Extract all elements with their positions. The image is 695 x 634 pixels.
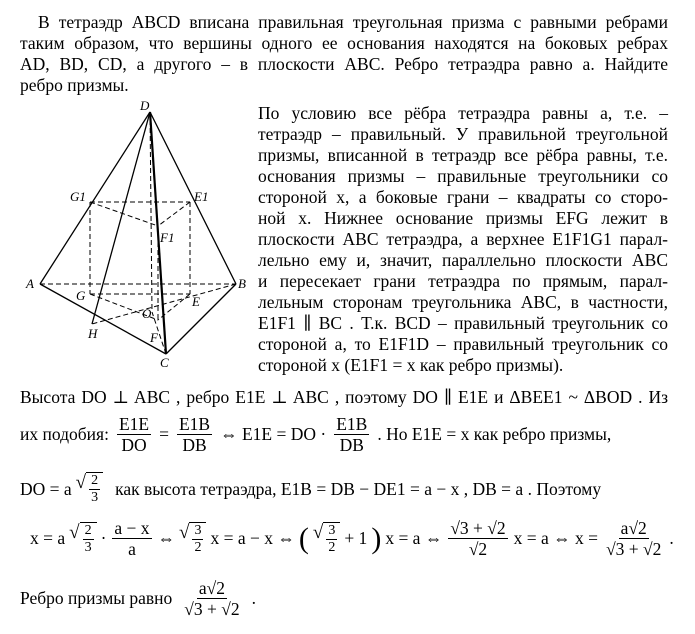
label-O: O <box>142 306 152 321</box>
label-C: C <box>160 355 169 368</box>
label-F1: F1 <box>160 230 175 245</box>
do-line <box>20 472 601 506</box>
similarity-prefix: их подобия: <box>20 424 109 444</box>
answer-line: Ребро призмы равно $\frac{a√2}{√3 + √2}$ . <box>20 578 257 619</box>
sqrt-2-3: √ $\frac{2}{3}$ <box>76 472 103 506</box>
solution-line: стороной x (E1F1 = x как ребро призмы). <box>258 355 564 375</box>
do-rest: как высота тетраэдра, E1B = DB − DE1 = a − x , DB = a . Поэтому <box>115 478 602 499</box>
solution-line: призмы, вписанной в тетраэдр все рёбра равны, т.е. <box>258 145 668 165</box>
do-lhs: DO = a <box>20 478 72 499</box>
edge-DH <box>92 112 150 324</box>
problem-line-2: таким образом, что вершины одного ее основания находятся на боковых ребрах <box>20 33 668 53</box>
solution-line: и пересекает грани тетраэдра по прямым, парал- <box>258 271 668 291</box>
sqrt-3-2: √ $\frac{3}{2}$ <box>179 522 206 556</box>
similarity-mid: ⇔ E1E = DO · <box>220 424 327 444</box>
solution-line: тетраэдр – правильный. У правильной треугольной <box>258 124 668 144</box>
prism-E1F1 <box>158 202 190 226</box>
solution-line: стороной x, а боковые грани – квадраты со сторо- <box>258 187 668 207</box>
label-D: D <box>140 98 150 113</box>
solution-line: основания призмы – правильные треугольники со <box>258 166 668 186</box>
answer-prefix: Ребро призмы равно <box>20 588 173 608</box>
tetrahedron-figure <box>24 98 254 368</box>
label-H: H <box>88 326 98 341</box>
solution-line: лельным сторонам треугольника ABC, в частности, <box>258 292 668 312</box>
edge-BC <box>166 284 236 354</box>
solution-line: По условию все рёбра тетраэдра равны a, т.е. – <box>258 103 668 123</box>
problem-line-3: AD, BD, CD, а другого – в плоскости ABC. Ребро тетраэдра равно a. Найдите <box>20 54 668 74</box>
fraction-e1b-db-2: $\frac{E1B}{DB}$ <box>336 414 368 455</box>
solution-block <box>258 103 668 376</box>
height-line: Высота DO ⊥ ABC , ребро E1E ⊥ ABC , поэтому DO ∥ E1E и ΔBEE1 ~ ΔBOD . Из <box>20 387 668 407</box>
solution-line: ной x. Нижнее основание призмы EFG лежит в <box>258 208 668 228</box>
fraction-answer: $\frac{a√2}{√3 + √2}$ <box>606 518 662 559</box>
label-F: F <box>150 330 158 345</box>
answer-fraction: $\frac{a√2}{√3 + √2}$ <box>184 578 240 619</box>
label-G: G <box>76 288 86 303</box>
solution-line: плоскости ABC тетраэдра, а верхнее E1F1G1 парал- <box>258 229 668 249</box>
sqrt-2-3-b: √ $\frac{2}{3}$ <box>69 522 96 556</box>
solution-line: E1F1 ∥ BC . Т.к. BCD – правильный треугольник со <box>258 313 668 333</box>
sqrt-3-2-b: √ $\frac{3}{2}$ <box>313 522 340 556</box>
label-G1: G1 <box>70 189 86 204</box>
problem-line-1: В тетраэдр ABCD вписана правильная треугольная призма с равными ребрами <box>38 12 668 32</box>
label-E1: E1 <box>194 189 209 204</box>
similarity-line <box>20 414 611 455</box>
main-equation: x = a √ $\frac{2}{3}$ · $\frac{a - x}{a}$ ⇔ √ $\frac{3}{2}$ x = a − x ⇔ ( √ $\frac{3}{2}$ + 1 ) x = a ⇔ $\frac{√3 + √2}{√2}$ x = a ⇔ x = $\frac{a√2}{√3 + √2}$ . <box>30 518 674 559</box>
fraction-e1b-db: $\frac{E1B}{DB}$ <box>178 414 211 455</box>
fraction-sum-roots: $\frac{√3 + √2}{√2}$ <box>450 518 506 559</box>
label-A: A <box>26 276 34 291</box>
label-B: B <box>238 276 246 291</box>
edge-DA <box>40 112 150 284</box>
fraction-a-minus-x: $\frac{a - x}{a}$ <box>114 518 150 559</box>
similarity-tail: . Но E1E = x как ребро призмы, <box>377 424 612 444</box>
label-E: E <box>192 294 200 309</box>
edge-DB <box>150 112 236 284</box>
solution-line: стороной a, то E1F1D – правильный треугольник со <box>258 334 668 354</box>
problem-line-4: ребро призмы. <box>20 75 129 95</box>
solution-line: лельно ему и, значит, параллельно плоскости ABC <box>258 250 668 270</box>
fraction-e1e-do: $\frac{E1E}{DO}$ <box>118 414 150 455</box>
equals-sign: = <box>159 424 169 444</box>
